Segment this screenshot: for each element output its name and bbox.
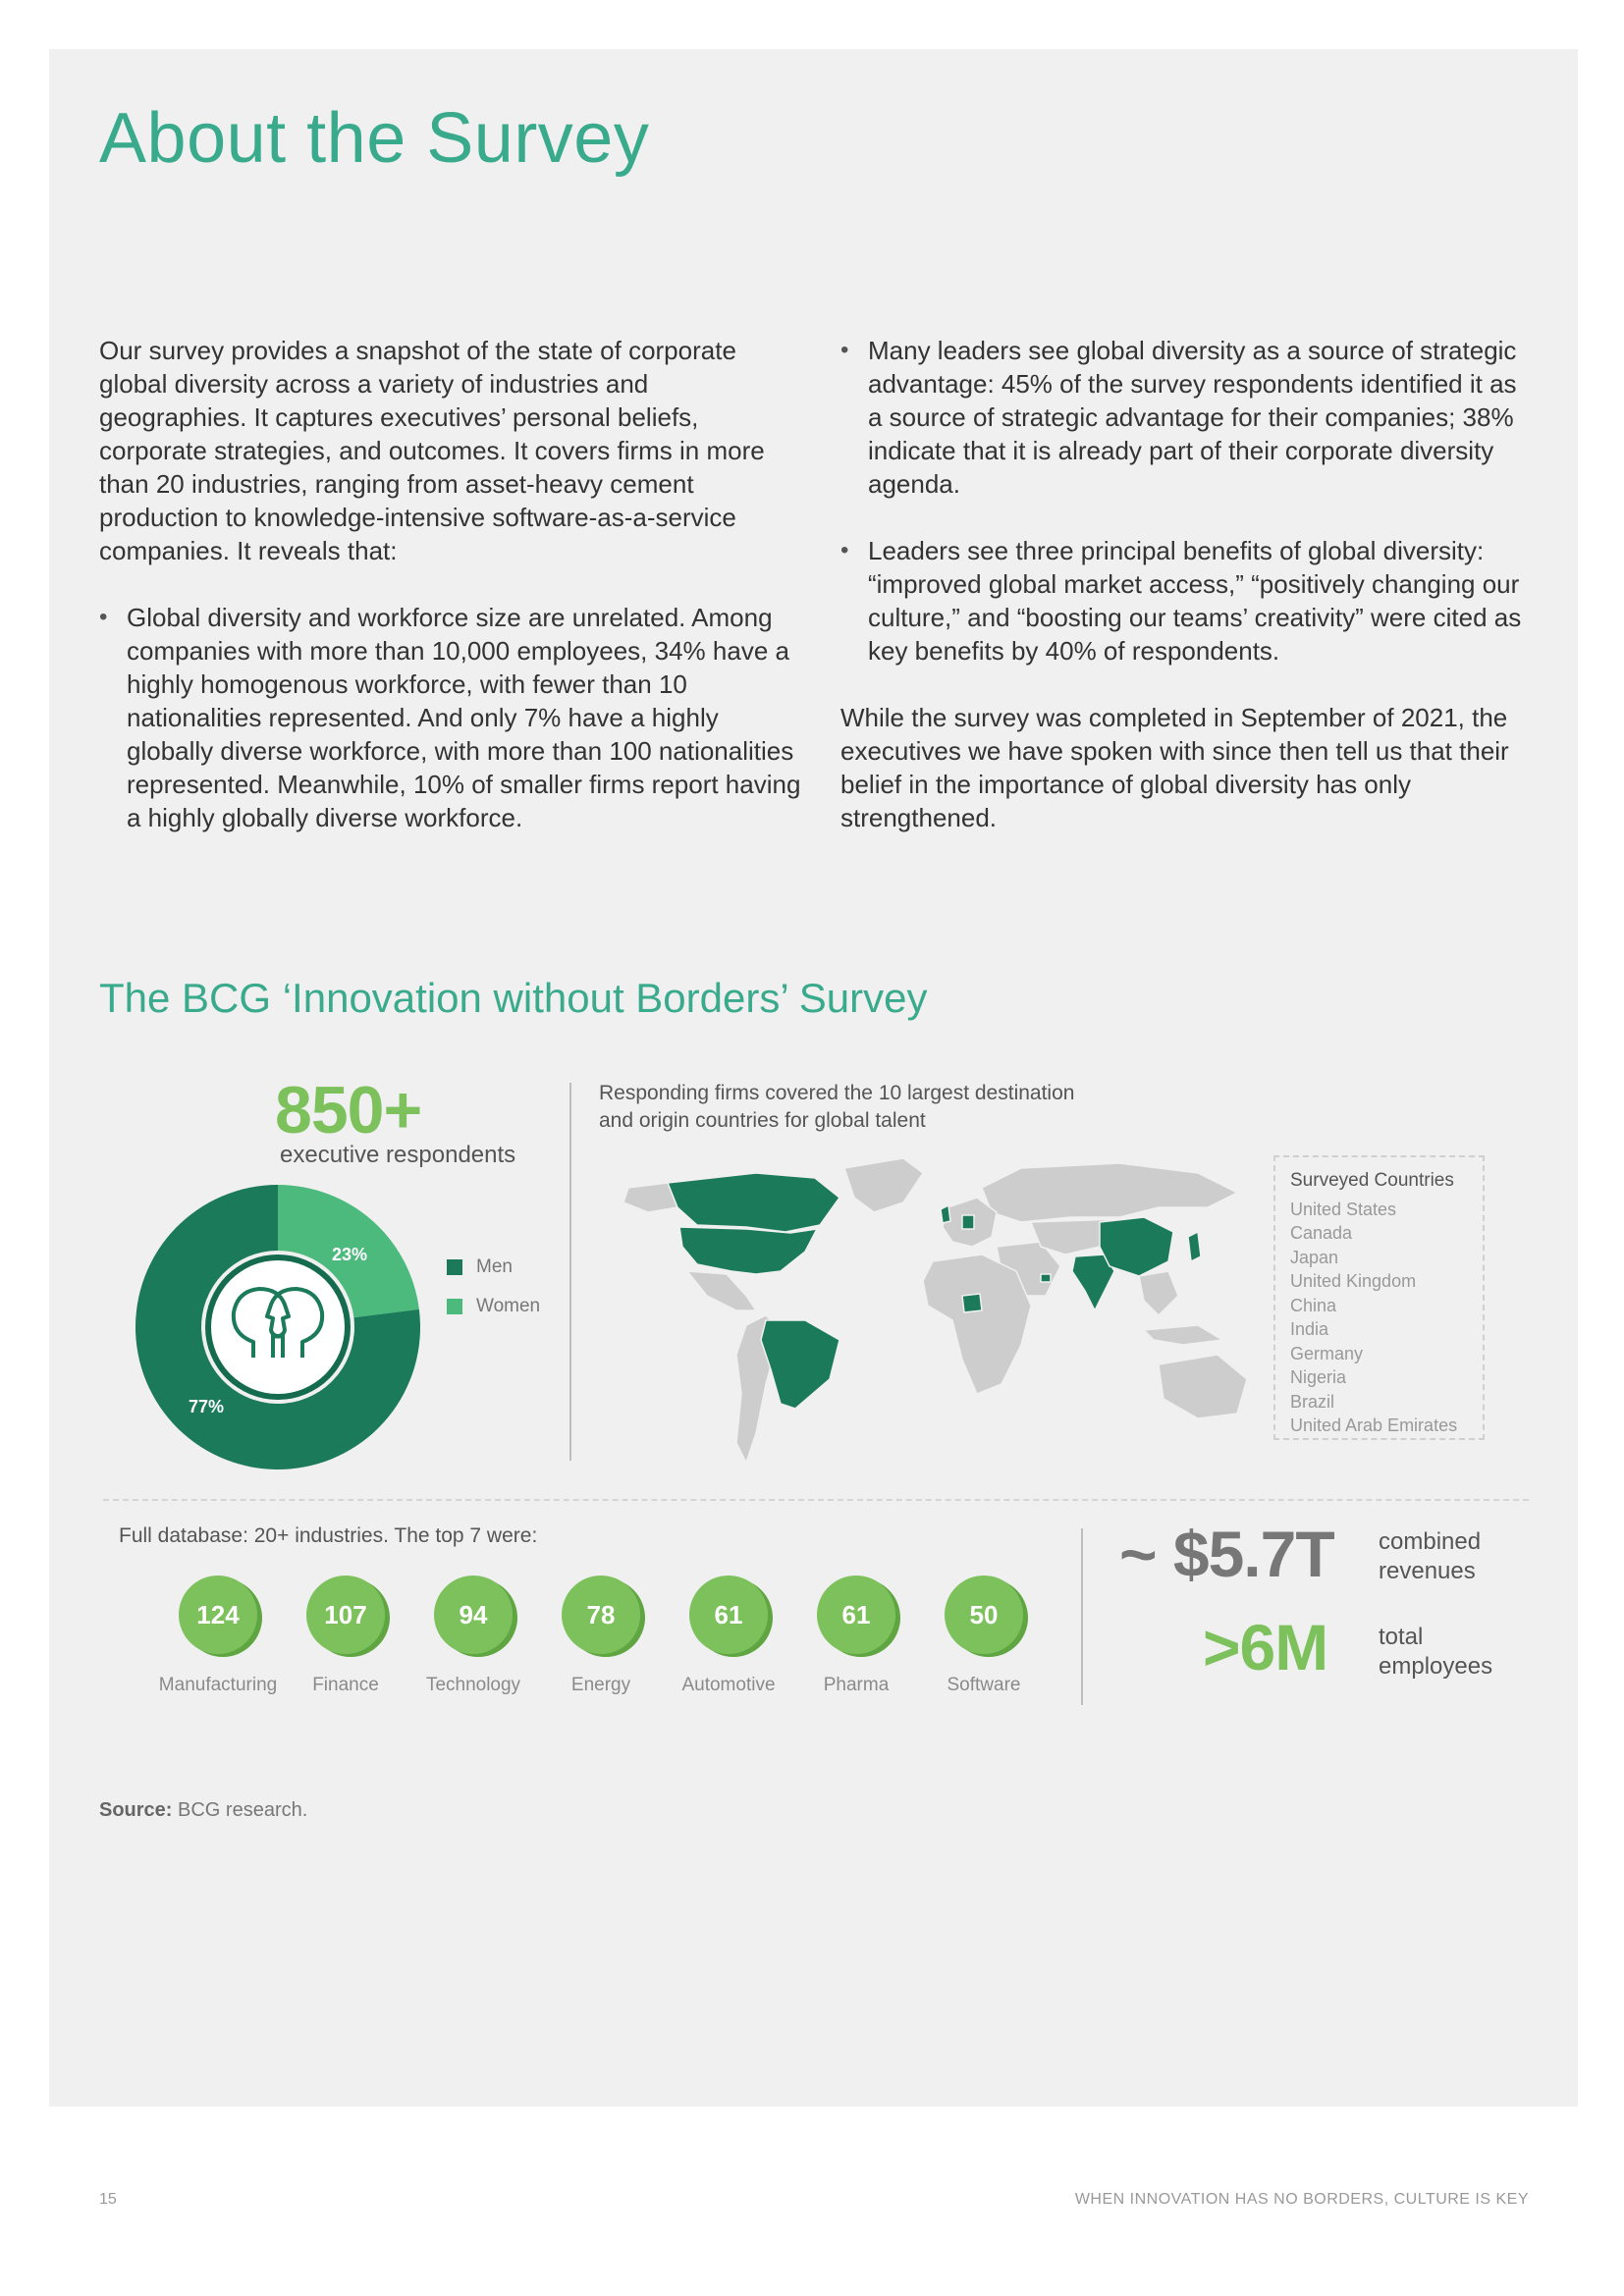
industry-value-badge: 78 [562,1575,640,1654]
legend-item-men [447,1256,540,1278]
legend-item-women [447,1296,540,1317]
legend-label-women: Women [476,1296,541,1316]
country-item: Germany [1290,1343,1364,1363]
infographic-title: The BCG ‘Innovation without Borders’ Survey [99,975,928,1021]
map-caption: Responding firms covered the 10 largest destination and origin countries for global talent [599,1082,1075,1132]
intro-paragraph: Our survey provides a snapshot of the state of corporate global diversity across a variety of industries and geographies. It captures executives’ personal beliefs, corporate strategies, and outcomes. It covers firms in more than 20 industries, ranging from asset-heavy cement production to knowledge-intensive software-as-a-service companies. It reveals that: [99,336,765,565]
world-map [609,1148,1276,1482]
map-southeast-asia [1139,1271,1178,1315]
surveyed-countries-heading: Surveyed Countries [1290,1170,1454,1191]
country-item: United States [1290,1199,1397,1219]
surveyed-countries-box [1273,1155,1485,1440]
men-percent-label: 77% [188,1397,225,1416]
industry-value-badge: 107 [306,1575,385,1654]
stats-divider [1081,1528,1083,1705]
country-item: India [1290,1319,1329,1339]
section-divider [569,1083,571,1461]
map-uae [1041,1274,1051,1282]
source-text: BCG research. [172,1799,308,1821]
map-united-kingdom [941,1205,950,1223]
industry-name-label: Software [947,1675,1021,1695]
industry-name-label: Pharma [823,1675,890,1695]
map-germany [962,1215,974,1229]
map-africa [923,1255,1031,1394]
industry-value-badge: 61 [817,1575,895,1654]
map-japan [1188,1232,1201,1261]
industry-value-badge: 94 [434,1575,513,1654]
gender-donut-chart [135,1185,420,1469]
dashed-divider [103,1499,1529,1501]
map-australia [1159,1355,1247,1418]
legend-swatch-women [447,1299,462,1314]
bullet-workforce-size: • Global diversity and workforce size are unrelated. Among companies with more than 10,000 employees, 34% have a highly homogenous workforce, with fewer than 10 nationalities represented. And only 7% have a highly globally diverse workforce, with more than 100 nationalities represented. Meanwhile, 10% of smaller firms report having a highly globally diverse workforce. [99,601,801,834]
country-item: Japan [1290,1247,1339,1267]
legend-swatch-men [447,1259,462,1275]
employees-number: >6M [1203,1611,1328,1683]
map-canada [668,1173,839,1232]
bullet-principal-benefits: • Leaders see three principal benefits of global diversity: “improved global market access,” “positively changing our culture,” and “boosting our teams’ creativity” were cited as key benefits by 40% of respondents. [840,534,1533,667]
donut-center [211,1260,345,1394]
country-item: United Arab Emirates [1290,1415,1458,1435]
revenues-label: combined revenues [1379,1528,1482,1584]
country-item: Nigeria [1290,1367,1347,1387]
right-bullet-list [840,334,1533,667]
map-russia [982,1163,1237,1222]
industry-value-badge: 61 [689,1575,768,1654]
right-column [840,334,1533,834]
map-united-states [679,1227,817,1274]
closing-paragraph: While the survey was completed in September of 2021, the executives we have spoken with since then tell us that their belief in the importance of global diversity has only strengthened. [840,703,1509,832]
country-item: Brazil [1290,1391,1335,1412]
map-mexico [687,1271,756,1310]
respondents-number: 850+ [275,1073,422,1148]
left-bullet-list [99,601,801,834]
industry-value-badge: 124 [179,1575,257,1654]
map-indonesia [1144,1325,1222,1345]
map-china [1100,1217,1173,1276]
map-brazil [761,1320,839,1409]
industry-name-label: Automotive [681,1675,776,1695]
country-item: China [1290,1295,1337,1315]
bullet-strategic-advantage: • Many leaders see global diversity as a source of strategic advantage: 45% of the survey respondents identified it as a source of strategic advantage for their companies; 38% indicate that it is already part of their corporate diversity agenda. [840,334,1533,501]
page-number: 15 [99,2191,117,2208]
employees-label: total employees [1379,1624,1493,1680]
industry-name-label: Technology [425,1675,521,1695]
country-item: United Kingdom [1290,1271,1417,1291]
source-label: Source: [99,1799,173,1821]
industry-name-label: Energy [570,1675,631,1695]
page-title: About the Survey [99,99,650,178]
country-item: Canada [1290,1223,1353,1243]
map-nigeria [962,1294,982,1312]
revenues-number: ~ $5.7T [1119,1518,1334,1590]
source-note [99,1799,307,1822]
running-footer: WHEN INNOVATION HAS NO BORDERS, CULTURE IS KEY [1074,2191,1529,2208]
map-greenland [844,1158,923,1212]
left-column [99,334,801,834]
industry-name-label: Finance [312,1675,379,1695]
legend-label-men: Men [476,1256,513,1277]
women-percent-label: 23% [331,1245,368,1264]
gender-legend [447,1256,540,1335]
industry-value-badge: 50 [945,1575,1023,1654]
industries-label: Full database: 20+ industries. The top 7 were: [119,1524,538,1547]
respondents-label: executive respondents [280,1142,516,1168]
industry-name-label: Manufacturing [158,1675,278,1695]
